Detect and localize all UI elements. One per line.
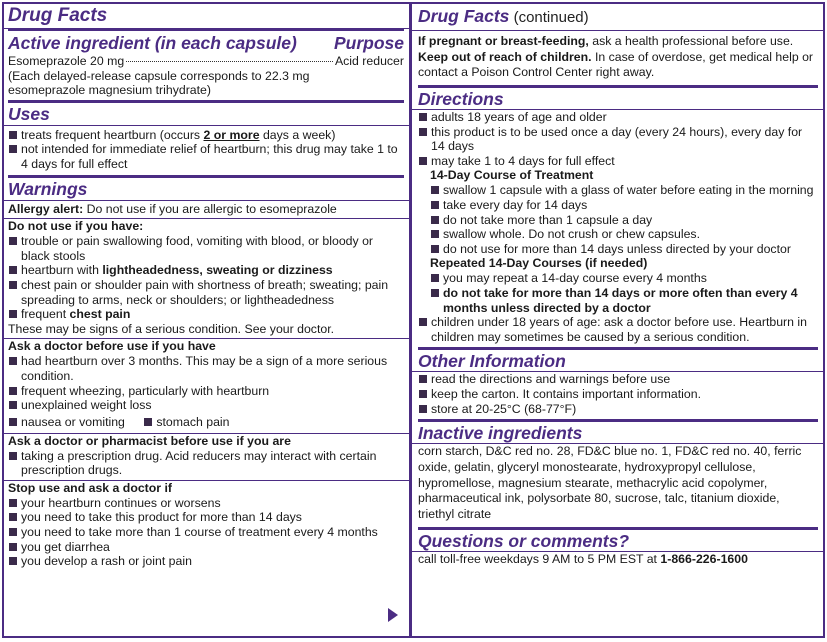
active-ingredient-heading-row xyxy=(8,33,404,54)
ask-pharmacist-block xyxy=(4,433,409,478)
ask-pharmacist-label: Ask a doctor or pharmacist before use if you are xyxy=(8,433,291,448)
course-item-5: do not use for more than 14 days unless directed by your doctor xyxy=(430,242,818,257)
stop-use-item-3: you need to take more than 1 course of treatment every 4 months xyxy=(8,525,404,540)
other-information-section xyxy=(418,347,818,419)
serious-condition-note: These may be signs of a serious condition. See your doctor. xyxy=(8,321,335,336)
directions-item-4: children under 18 years of age: ask a doctor before use. Heartburn in children may sometimes be caused by a serious condition. xyxy=(418,315,818,344)
phone-number: 1-866-226-1600 xyxy=(660,551,748,566)
repeat-course-label: Repeated 14-Day Courses (if needed) xyxy=(430,256,648,271)
directions-item-3: may take 1 to 4 days for full effect xyxy=(418,154,818,169)
stop-use-block xyxy=(4,480,409,569)
directions-item-2: this product is to be used once a day (every 24 hours), every day for 14 days xyxy=(418,125,818,154)
ingredient-name: Esomeprazole 20 mg xyxy=(8,54,125,68)
ask-doctor-item-row xyxy=(8,413,404,431)
do-not-use-item-2: heartburn with lightheadedness, sweating or dizziness xyxy=(8,263,404,278)
stop-use-item-5: you develop a rash or joint pain xyxy=(8,554,404,569)
uses-emphasis: 2 or more xyxy=(203,127,260,142)
pregnancy-section xyxy=(418,31,818,85)
active-ingredient-section xyxy=(8,29,404,100)
allergy-alert: Allergy alert: Do not use if you are allergic to esomeprazole xyxy=(8,201,337,216)
repeat-item-2: do not take for more than 14 days or more often than every 4 months unless directed by a doctor xyxy=(430,286,818,315)
questions-text: call toll-free weekdays 9 AM to 5 PM EST at 1-866-226-1600 xyxy=(418,551,748,566)
course-label: 14-Day Course of Treatment xyxy=(430,168,594,183)
leader-dots xyxy=(126,61,333,62)
stop-use-item-2: you need to take this product for more than 14 days xyxy=(8,510,404,525)
course-item-3: do not take more than 1 capsule a day xyxy=(430,213,818,228)
other-item-1: read the directions and warnings before use xyxy=(418,372,818,387)
do-not-use-label: Do not use if you have: xyxy=(8,219,144,234)
drug-facts-title-section xyxy=(8,4,404,29)
course-item-4: swallow whole. Do not crush or chew capsules. xyxy=(430,227,818,242)
course-item-2: take every day for 14 days xyxy=(430,198,818,213)
keep-out-of-reach: Keep out of reach of children. In case of overdose, get medical help or contact a Poison Control Center right away. xyxy=(418,49,814,80)
directions-heading: Directions xyxy=(412,89,823,110)
pregnancy-warning: If pregnant or breast-feeding, ask a health professional before use. xyxy=(418,34,794,48)
ask-doctor-item-4: nausea or vomiting xyxy=(8,415,125,430)
inactive-ingredients-text: corn starch, D&C red no. 28, FD&C blue no. 1, FD&C red no. 40, ferric oxide, gelatin, glyceryl monostearate, hydroxypropyl cellulose, hypromellose, magnesium stearate, methacrylic acid copolymer, pharmaceutical ink, polysorbate 80, sucrose, talc, titanium dioxide, triethyl citrate xyxy=(418,444,802,522)
inactive-ingredients-section xyxy=(418,419,818,527)
drug-facts-continued-title-section xyxy=(418,4,818,31)
other-item-2: keep the carton. It contains important information. xyxy=(418,387,818,402)
course-item-1: swallow 1 capsule with a glass of water before eating in the morning xyxy=(430,183,818,198)
stop-use-item-4: you get diarrhea xyxy=(8,540,404,555)
warnings-heading: Warnings xyxy=(4,179,409,201)
left-column xyxy=(4,4,412,636)
questions-section xyxy=(418,527,818,636)
right-column xyxy=(412,4,823,636)
drug-facts-title: Drug Facts xyxy=(4,5,409,29)
do-not-use-item-4: frequent chest pain xyxy=(8,307,404,322)
stop-use-label: Stop use and ask a doctor if xyxy=(8,480,172,495)
do-not-use-block xyxy=(4,218,409,336)
ingredient-row xyxy=(8,54,404,69)
inactive-ingredients-heading: Inactive ingredients xyxy=(412,423,823,444)
directions-item-1: adults 18 years of age and older xyxy=(418,110,818,125)
questions-heading: Questions or comments? xyxy=(412,531,823,552)
ingredient-note-line1: (Each delayed-release capsule corresponds to 22.3 mg xyxy=(8,68,310,83)
uses-heading: Uses xyxy=(4,104,409,126)
active-ingredient-heading: Active ingredient (in each capsule) xyxy=(8,33,297,53)
stop-use-item-1: your heartburn continues or worsens xyxy=(8,496,404,511)
ask-doctor-label: Ask a doctor before use if you have xyxy=(8,339,216,354)
uses-item-2: not intended for immediate relief of heartburn; this drug may take 1 to 4 days for full effect xyxy=(8,142,404,171)
drug-facts-continued-title: Drug Facts (continued) xyxy=(412,5,823,31)
uses-item-1: treats frequent heartburn (occurs 2 or more days a week) xyxy=(8,128,404,143)
ask-doctor-item-1: had heartburn over 3 months. This may be a sign of a more serious condition. xyxy=(8,354,404,383)
ask-doctor-block xyxy=(4,338,409,430)
uses-section xyxy=(8,100,404,175)
repeat-item-1: you may repeat a 14-day course every 4 months xyxy=(430,271,818,286)
warnings-section xyxy=(8,175,404,636)
do-not-use-item-1: trouble or pain swallowing food, vomiting with blood, or bloody or black stools xyxy=(8,234,404,263)
continue-arrow-icon xyxy=(388,608,398,622)
do-not-use-item-3: chest pain or shoulder pain with shortness of breath; sweating; pain spreading to arms, neck or shoulders; or lightheadedness xyxy=(8,278,404,307)
ask-doctor-item-2: frequent wheezing, particularly with heartburn xyxy=(8,384,404,399)
ask-doctor-item-5: stomach pain xyxy=(143,415,229,430)
ingredient-purpose: Acid reducer xyxy=(334,54,404,68)
ask-doctor-item-3: unexplained weight loss xyxy=(8,398,404,413)
other-item-3: store at 20-25°C (68-77°F) xyxy=(418,402,818,417)
ingredient-note-line2: esomeprazole magnesium trihydrate) xyxy=(8,83,211,98)
ask-pharmacist-item-1: taking a prescription drug. Acid reducers may interact with certain prescription drugs. xyxy=(8,449,404,478)
purpose-heading: Purpose xyxy=(333,33,404,53)
other-information-heading: Other Information xyxy=(412,351,823,372)
drug-facts-panel xyxy=(2,2,825,638)
directions-section xyxy=(418,85,818,347)
